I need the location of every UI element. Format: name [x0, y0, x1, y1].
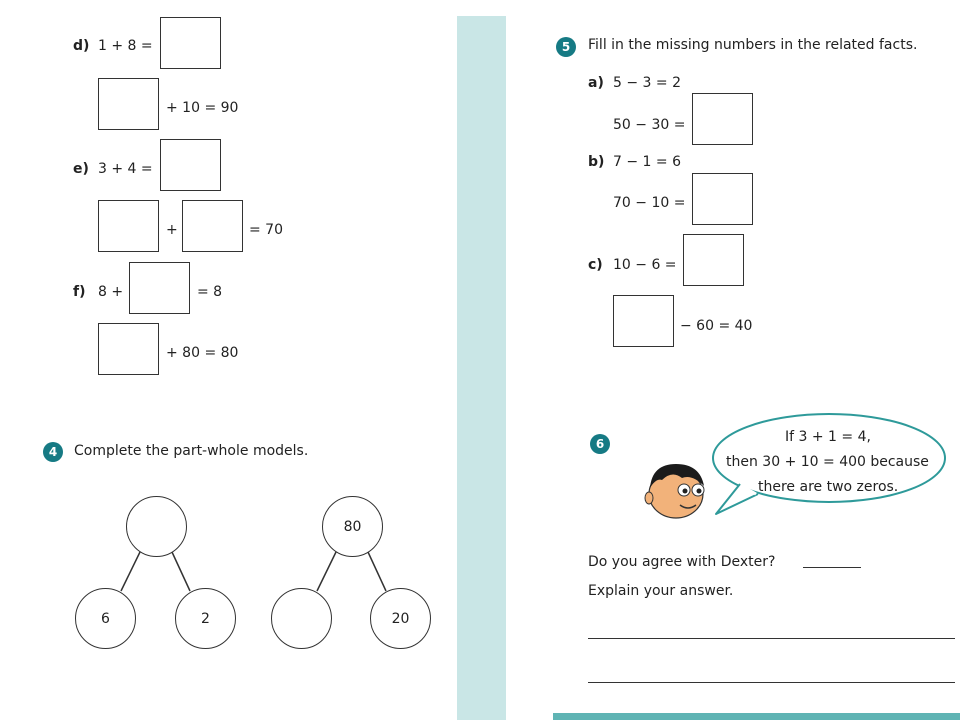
eq-c-2: − 60 = 40 — [680, 318, 753, 334]
eq-a-2: 50 − 30 = — [613, 117, 686, 133]
answer-box-b[interactable] — [692, 173, 753, 225]
eq-f-2: + 80 = 80 — [166, 345, 239, 361]
model2-part-left-circle[interactable] — [271, 588, 332, 649]
model2-whole-circle: 80 — [322, 496, 383, 557]
speech-line-3: there are two zeros. — [758, 479, 899, 495]
label-d: d) — [73, 38, 90, 54]
bottom-accent-bar — [553, 713, 960, 720]
model1-part-right-circle: 2 — [175, 588, 236, 649]
answer-box-d1[interactable] — [160, 17, 221, 69]
question-6-prompt: Do you agree with Dexter? — [588, 554, 776, 570]
label-b: b) — [588, 154, 605, 170]
answer-box-a[interactable] — [692, 93, 753, 145]
eq-c-1: 10 − 6 = — [613, 257, 677, 273]
dexter-character-icon — [642, 458, 712, 520]
label-a: a) — [588, 75, 604, 91]
answer-box-f1[interactable] — [129, 262, 190, 314]
answer-box-e2[interactable] — [98, 200, 159, 252]
answer-box-e3[interactable] — [182, 200, 243, 252]
question-4-instruction: Complete the part-whole models. — [74, 443, 309, 459]
page-divider-strip — [457, 16, 506, 720]
eq-e-2: = 70 — [249, 222, 283, 238]
model2-part-right-circle: 20 — [370, 588, 431, 649]
eq-e-plus: + — [166, 222, 178, 238]
explain-answer-line-1[interactable] — [588, 638, 955, 639]
label-e: e) — [73, 161, 89, 177]
eq-b-1: 7 − 1 = 6 — [613, 154, 681, 170]
answer-box-d2[interactable] — [98, 78, 159, 130]
eq-d-1: 1 + 8 = — [98, 38, 153, 54]
answer-box-f2[interactable] — [98, 323, 159, 375]
eq-f-1-pre: 8 + — [98, 284, 124, 300]
agree-answer-line[interactable] — [803, 567, 861, 568]
question-4-badge: 4 — [43, 442, 63, 462]
question-6-explain: Explain your answer. — [588, 583, 734, 599]
label-f: f) — [73, 284, 86, 300]
eq-e-1: 3 + 4 = — [98, 161, 153, 177]
explain-answer-line-2[interactable] — [588, 682, 955, 683]
eq-a-1: 5 − 3 = 2 — [613, 75, 681, 91]
speech-line-1: If 3 + 1 = 4, — [785, 429, 871, 445]
speech-line-2: then 30 + 10 = 400 because — [726, 454, 929, 470]
model1-whole-circle[interactable] — [126, 496, 187, 557]
answer-box-c2[interactable] — [613, 295, 674, 347]
eq-d-2: + 10 = 90 — [166, 100, 239, 116]
eq-b-2: 70 − 10 = — [613, 195, 686, 211]
eq-f-1-post: = 8 — [197, 284, 223, 300]
label-c: c) — [588, 257, 603, 273]
model1-part-left-circle: 6 — [75, 588, 136, 649]
question-6-badge: 6 — [590, 434, 610, 454]
question-5-instruction: Fill in the missing numbers in the related facts. — [588, 37, 918, 53]
answer-box-c1[interactable] — [683, 234, 744, 286]
answer-box-e1[interactable] — [160, 139, 221, 191]
question-5-badge: 5 — [556, 37, 576, 57]
